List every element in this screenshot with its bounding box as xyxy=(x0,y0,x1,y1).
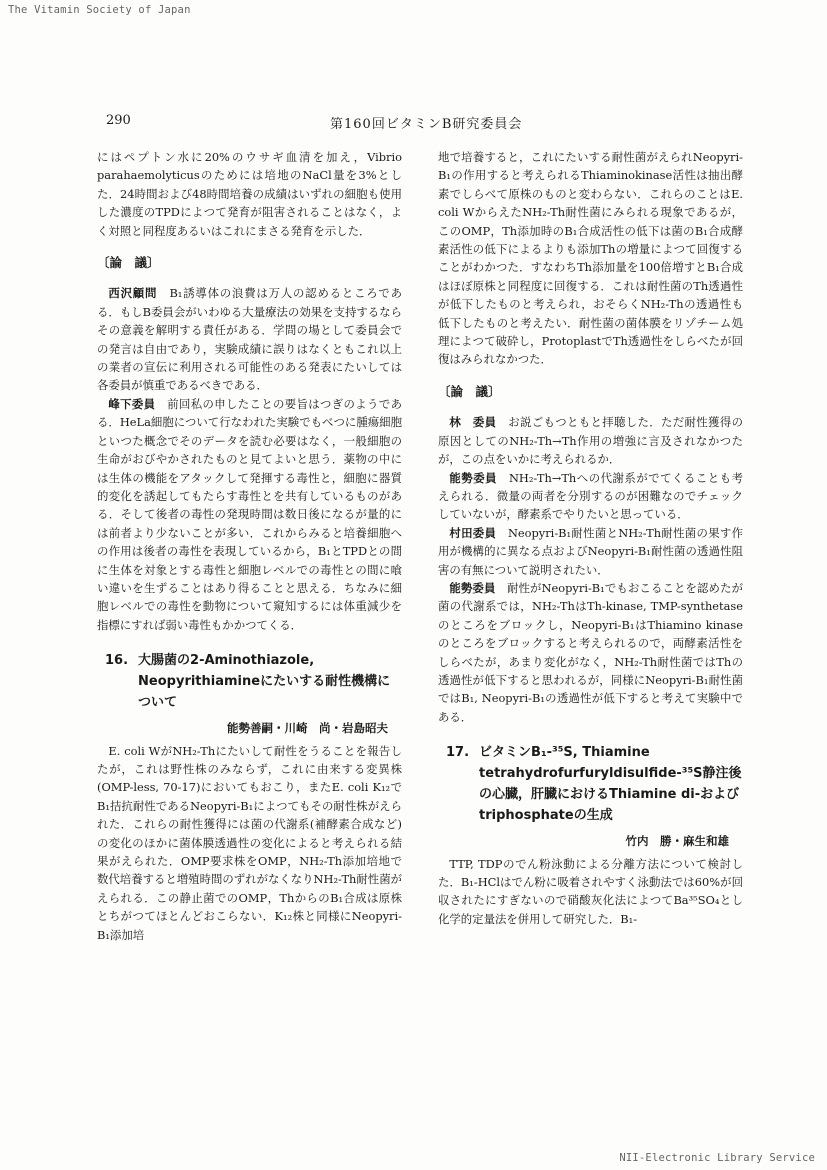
running-title: 第160回ビタミンB研究委員会 xyxy=(330,117,523,132)
speaker-name: 峰下委員 xyxy=(108,396,156,411)
article-body: E. coli WがNH₂-Thにたいして耐性をうることを報告したが，これは野性株のみならず，これに由来する変異株(OMP-less, 70-17)においてもおこり，またE. coli K₁₂でB₁拮抗耐性であるNeopyri-B₁によつてもその耐性株がえられた．これらの耐性獲得には菌の代謝系(補酵素合成など)の変化のほかに菌体膜透過性の変化によると考えられる結果がえられた．OMP要求株をOMP，NH₂-Th添加培地で数代培養すると増殖時間のずれがなくなりNH₂-Th耐性菌がえられる．この静止菌でのOMP，ThからのB₁合成は原株とちがつてほとんどおこらない．K₁₂株と同様にNeopyri-B₁添加培 xyxy=(97,743,402,942)
discussion-heading: 〔論 議〕 xyxy=(97,255,160,271)
comment xyxy=(438,524,743,579)
comment-text: 前回私の申したことの要旨はつぎのようである．HeLa細胞について行なわれた実験でもべつに腫瘍細胞といつた概念でそのデータを読む必要はなく，一般細胞の生命がおびやかされたものと見てよいと思う．薬物の中には生体の機能をアタックして発揮する毒性と，細胞に器質的変化を誘起してもたらす毒性とを共有しているものがある．そして後者の毒性の発現時間は数日後になるが量的には前者より少ないことが多い．これからみると培養細胞への作用は後者の毒性を表現しているから，B₁とTPDとの間に生体を対象とする毒性と細胞レベルでの毒性との間に喰い違いを生ずることはあり得ることと思える．ちなみに細胞レベルでの毒性を動物について窺知するには体重減少を指標にすれば弱い毒性もかかつてくる． xyxy=(97,396,402,632)
continued-paragraph: 地で培養すると，これにたいする耐性菌がえられNeopyri-B₁の作用すると考えられるThiaminokinase活性は抽出酵素でしらべて原株のものと変わらない．これらのことはE. coli WからえたNH₂-Th耐性菌にみられる現象であるが，このOMP，Th添加時のB₁合成活性の低下は菌のB₁合成酵素活性の低下によるよりも添加Thの増量によつて回復することがわかつた．すなわちTh添加量を100倍増すとB₁合成はほぼ原株と同程度に回復する．これは耐性菌のTh透過性が低下したものと考えられ，おそらくNH₂-Thの透過性も低下したものと考えたい．耐性菌の菌体膜をリゾチーム処理によつて破砕し，ProtoplastでTh透過性をしらべたが回復はみられなかつた． xyxy=(438,150,743,367)
article-authors: 竹内 勝・麻生和雄 xyxy=(625,834,729,849)
comment xyxy=(97,284,402,394)
comment-text: NH₂-Th→Thへの代謝系がでてくることも考えられる．微量の両者を分別するのが困難なのでチェックしていないが，酵素系でやりたいと思っている． xyxy=(438,470,743,522)
comment-text: お説ごもつともと拝聴した．ただ耐性獲得の原因としてのNH₂-Th→Th作用の増強に言及されなかつたが，この点をいかに考えられるか． xyxy=(438,415,743,467)
article-number: 16. xyxy=(105,653,129,669)
article-number: 17. xyxy=(446,745,470,761)
article-heading xyxy=(97,650,402,713)
watermark-top: The Vitamin Society of Japan xyxy=(8,4,191,16)
comment xyxy=(438,579,743,726)
discussion-heading: 〔論 議〕 xyxy=(438,383,501,399)
watermark-bottom: NII-Electronic Library Service xyxy=(619,1152,815,1164)
article-body: TTP, TDPのでん粉泳動による分離方法について検討した．B₁-HClはでん粉に吸着されやすく泳動法では60%が回収されたにすぎないので硝酸灰化法によつてBa³⁵SO₄とし化学的定量法を併用して研究した．B₁- xyxy=(438,856,743,926)
article-title: ビタミンB₁-³⁵S, Thiamine tetrahydrofurfuryldisulfide-³⁵S静注後の心臓，肝臓におけるThiamine di-およびtriphosphateの生成 xyxy=(479,745,742,824)
right-column xyxy=(438,148,743,928)
page-number: 290 xyxy=(106,113,131,128)
speaker-name: 村田委員 xyxy=(449,525,497,540)
speaker-name: 能勢委員 xyxy=(449,580,496,595)
intro-paragraph: にはペプトン水に20%のウサギ血清を加え，Vibrio parahaemolyticusのためには培地のNaCl量を3%とした．24時間および48時間培養の成績はいずれの細胞も使用した濃度のTPDによつて発育が阻害されることはなく，よく対照と同程度あるいはこれにまさる発育を示した． xyxy=(97,150,402,238)
comment xyxy=(438,469,743,524)
left-column xyxy=(97,148,402,944)
speaker-name: 西沢顧問 xyxy=(108,286,158,301)
comment-text: B₁誘導体の浪費は万人の認めるところである．もしB委員会がいわゆる大量療法の効果を支持するならその意義を解明する責任がある．学問の場として委員会での発言は自由であり，実験成績に誤りはなくともこれ以上の業者の宣伝に利用される可能性のある発表にたいしては各委員が慎重であるべきである． xyxy=(97,286,402,393)
article-heading xyxy=(438,742,743,826)
comment-text: 耐性がNeopyri-B₁でもおこることを認めたが菌の代謝系では，NH₂-ThはTh-kinase, TMP-synthetaseのところをブロックし，Neopyri-B₁はThiamino kinaseのところをブロックすると考えられるので，両酵素活性をしらべたが，あまり変化がなく，NH₂-Th耐性菌ではThの透過性が低下すると思われるが，同様にNeopyri-B₁耐性菌ではB₁, Neopyri-B₁の透過性が低下すると考えて実験中である． xyxy=(438,580,743,724)
speaker-name: 能勢委員 xyxy=(449,470,498,485)
speaker-name: 林 委員 xyxy=(449,415,497,430)
comment xyxy=(438,413,743,468)
comment xyxy=(97,395,402,634)
comment-text: Neopyri-B₁耐性菌とNH₂-Th耐性菌の果す作用が機構的に異なる点およびNeopyri-B₁耐性菌の透過性阻害の有無について説明されたい． xyxy=(438,525,743,577)
article-authors: 能勢善嗣・川崎 尚・岩島昭夫 xyxy=(227,721,388,736)
article-title: 大腸菌の2-Aminothiazole, Neopyrithiamineにたいする耐性機構について xyxy=(138,653,391,711)
